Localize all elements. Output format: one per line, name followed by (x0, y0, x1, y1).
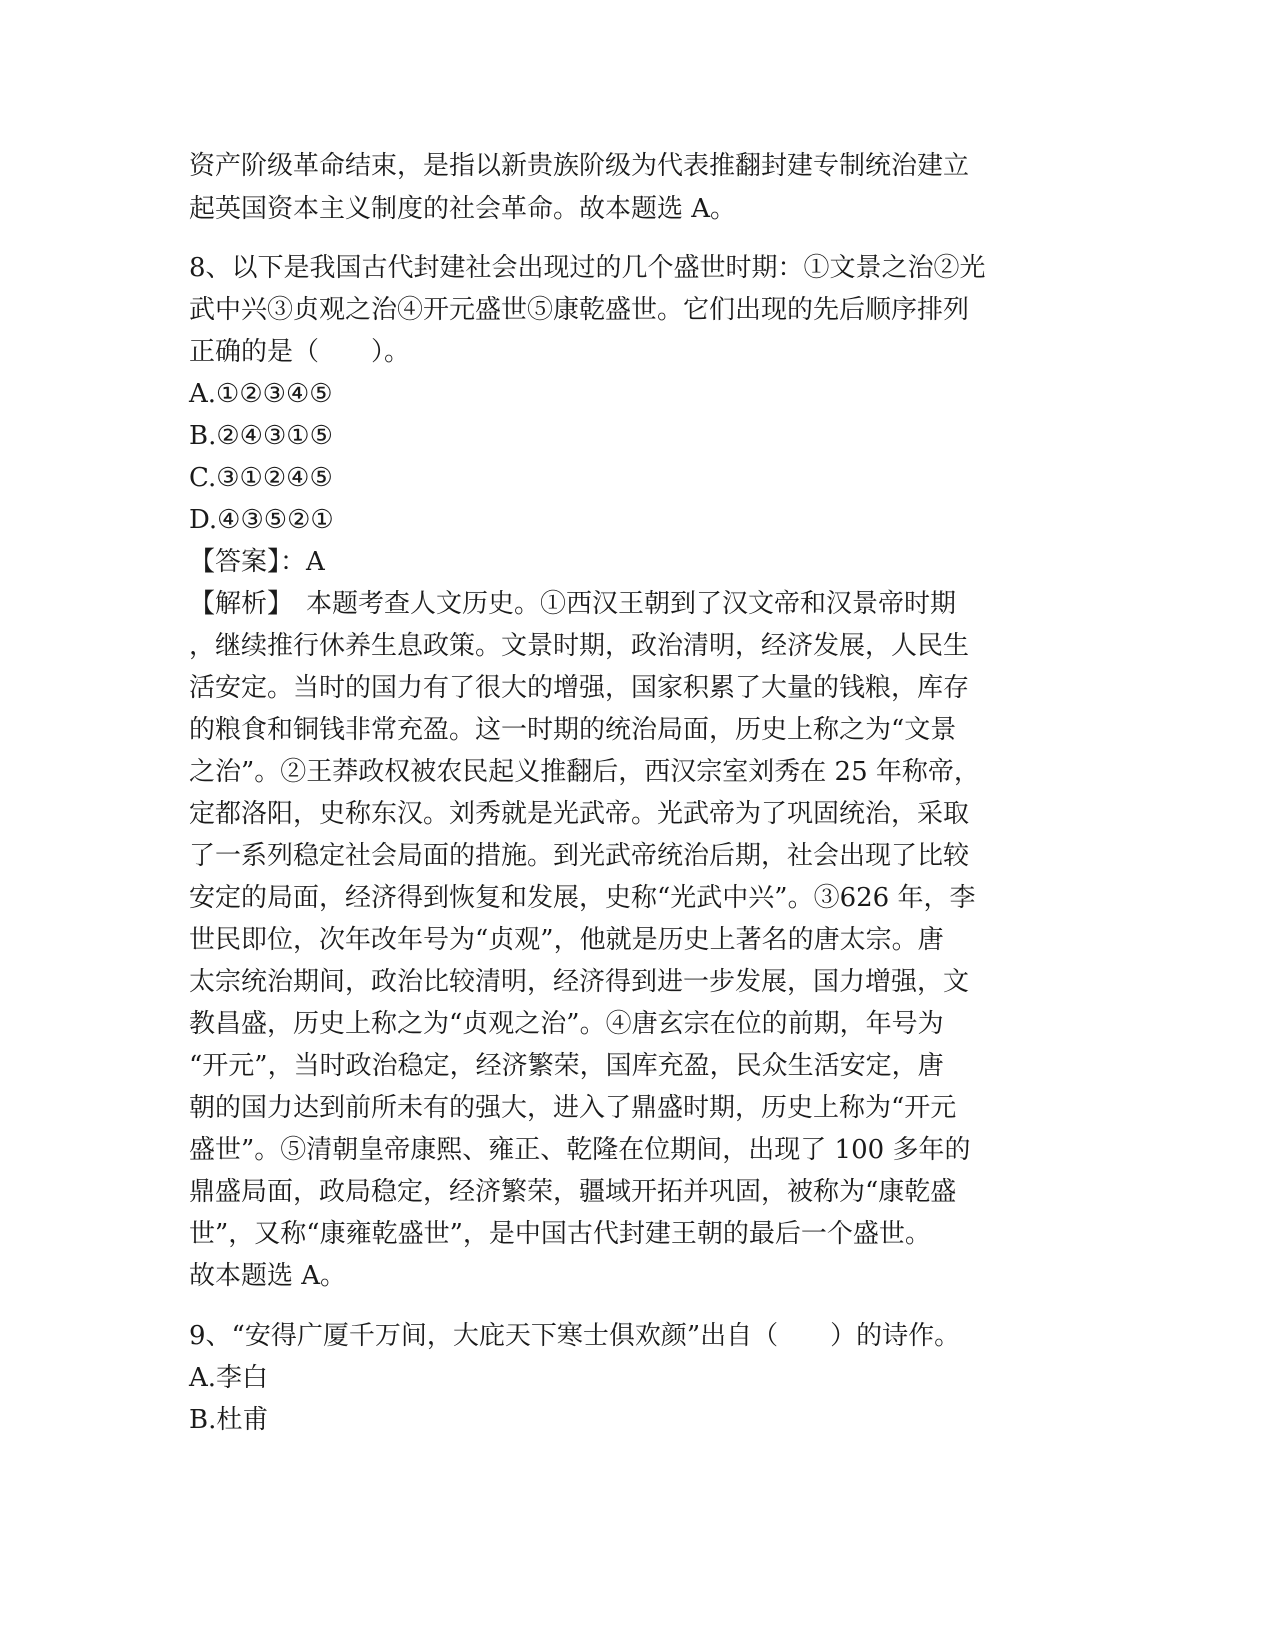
question-8-analysis-line: 教昌盛，历史上称之为“贞观之治”。④唐玄宗在位的前期，年号为 (189, 1009, 944, 1039)
question-8-option-a: A.①②③④⑤ (189, 379, 333, 409)
question-9-option-a: A.李白 (189, 1363, 269, 1393)
question-8-stem-line: 正确的是（ ）。 (189, 337, 411, 367)
question-8-analysis-line: 定都洛阳，史称东汉。刘秀就是光武帝。光武帝为了巩固统治，采取 (189, 799, 970, 829)
question-8-option-d: D.④③⑤②① (189, 505, 334, 535)
question-8-analysis-line: 【解析】 本题考查人文历史。①西汉王朝到了汉文帝和汉景帝时期 (189, 589, 957, 619)
question-8-analysis-line: 活安定。当时的国力有了很大的增强，国家积累了大量的钱粮，库存 (189, 673, 970, 703)
question-8-analysis-line: 鼎盛局面，政局稳定，经济繁荣，疆域开拓并巩固，被称为“康乾盛 (189, 1177, 957, 1207)
question-8-analysis-line: 世民即位，次年改年号为“贞观”，他就是历史上著名的唐太宗。唐 (189, 925, 944, 955)
question-8-option-c: C.③①②④⑤ (189, 463, 333, 493)
question-8-analysis-line: 盛世”。⑤清朝皇帝康熙、雍正、乾隆在位期间，出现了 100 多年的 (189, 1135, 971, 1165)
question-8-analysis-line: ，继续推行休养生息政策。文景时期，政治清明，经济发展，人民生 (189, 631, 970, 661)
question-8-analysis-line: 之治”。②王莽政权被农民起义推翻后，西汉宗室刘秀在 25 年称帝， (189, 757, 980, 787)
question-8-stem-line: 武中兴③贞观之治④开元盛世⑤康乾盛世。它们出现的先后顺序排列 (189, 295, 970, 325)
question-9-stem-line: 9、“安得广厦千万间，大庇天下寒士俱欢颜”出自（ ）的诗作。 (189, 1321, 961, 1351)
question-8-analysis-line: 世”，又称“康雍乾盛世”，是中国古代封建王朝的最后一个盛世。 (189, 1219, 931, 1249)
question-9-option-b: B.杜甫 (189, 1405, 269, 1435)
question-8-stem-line: 8、以下是我国古代封建社会出现过的几个盛世时期：①文景之治②光 (189, 253, 986, 283)
prev-answer-line: 起英国资本主义制度的社会革命。故本题选 A。 (189, 194, 737, 224)
question-8-answer: 【答案】：A (189, 547, 325, 577)
question-8-analysis-line: 了一系列稳定社会局面的措施。到光武帝统治后期，社会出现了比较 (189, 841, 970, 871)
question-8-analysis-line: 太宗统治期间，政治比较清明，经济得到进一步发展，国力增强，文 (189, 967, 970, 997)
question-8-option-b: B.②④③①⑤ (189, 421, 333, 451)
question-8-analysis-line: 朝的国力达到前所未有的强大，进入了鼎盛时期，历史上称为“开元 (189, 1093, 957, 1123)
prev-answer-line: 资产阶级革命结束，是指以新贵族阶级为代表推翻封建专制统治建立 (189, 151, 970, 181)
question-8-analysis-line: 故本题选 A。 (189, 1261, 347, 1291)
question-8-analysis-line: 安定的局面，经济得到恢复和发展，史称“光武中兴”。③626 年，李 (189, 883, 976, 913)
question-8-analysis-line: 的粮食和铜钱非常充盈。这一时期的统治局面，历史上称之为“文景 (189, 715, 957, 745)
question-8-analysis-line: “开元”，当时政治稳定，经济繁荣，国库充盈，民众生活安定，唐 (189, 1051, 944, 1081)
